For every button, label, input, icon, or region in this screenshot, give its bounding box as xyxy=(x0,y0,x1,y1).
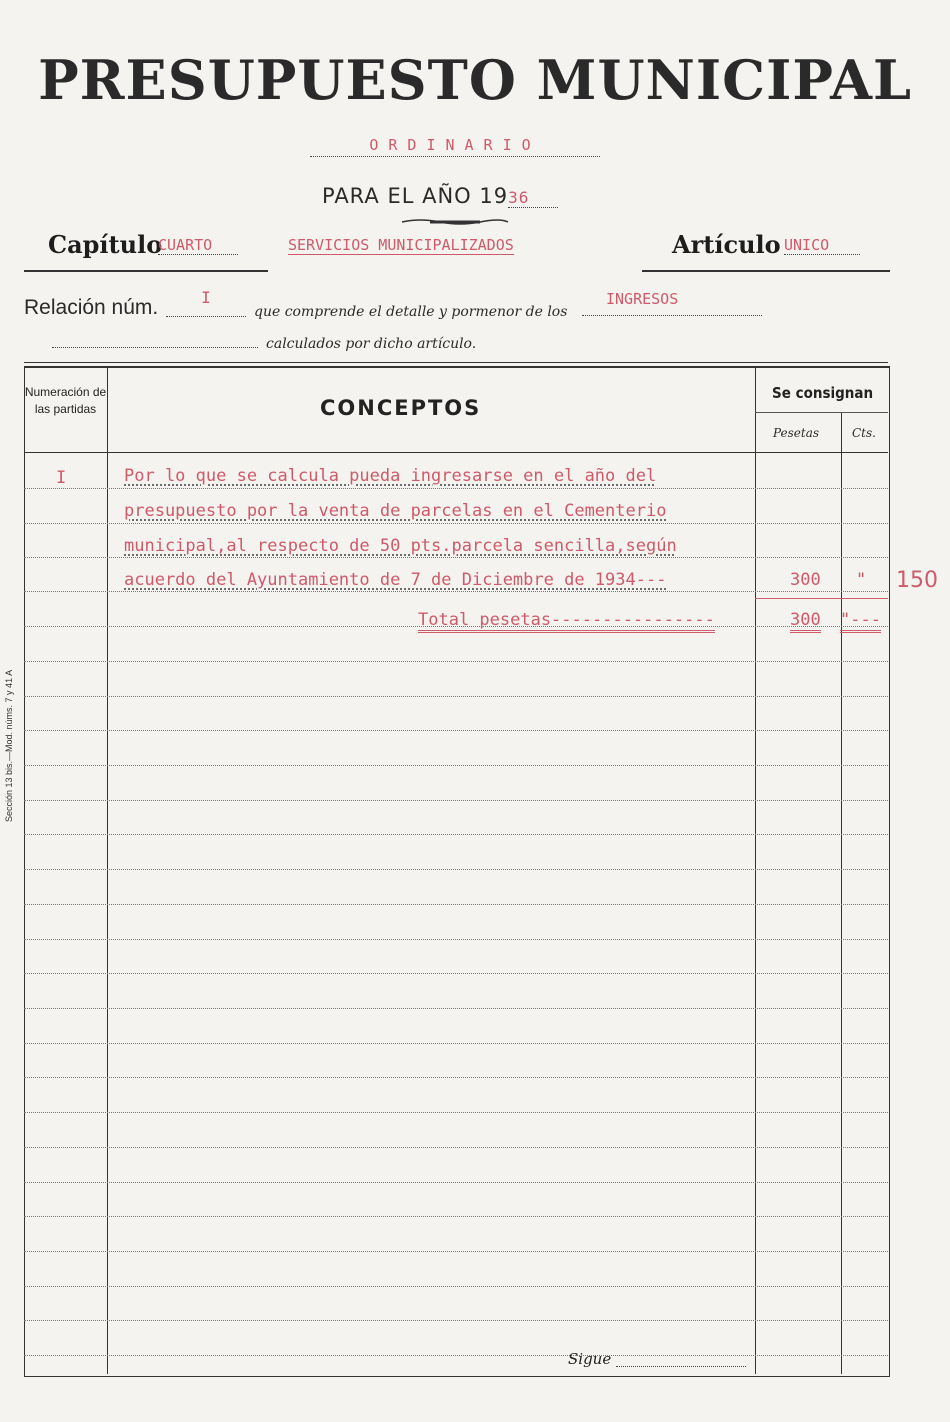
total-pesetas: 300 xyxy=(790,610,821,633)
entry-line: municipal,al respecto de 50 pts.parcela sencilla,según xyxy=(124,536,677,556)
chapter-label: Capítulo xyxy=(48,230,163,259)
year-line xyxy=(322,184,558,208)
sum-rule xyxy=(755,598,888,599)
relation-text-1: que comprende el detalle y pormenor de los xyxy=(254,304,568,320)
col-divider-num xyxy=(107,366,108,1374)
year-label: PARA EL AÑO 19 xyxy=(322,184,509,208)
header-consignan: Se consignan xyxy=(772,384,874,402)
footer-dotted-fill xyxy=(616,1352,746,1367)
relation-label: Relación núm. xyxy=(24,296,159,319)
footer-sigue: Sigue xyxy=(568,1350,612,1368)
entry-line: Por lo que se calcula pueda ingresarse en el año del xyxy=(124,466,657,486)
budget-type: ORDINARIO xyxy=(310,136,600,157)
top-double-rule xyxy=(24,362,888,363)
chapter-rule-left xyxy=(24,270,268,272)
consignan-subrule xyxy=(755,412,888,413)
col-divider-concepts xyxy=(755,366,756,1374)
relation-number: I xyxy=(166,288,246,317)
relation-dotted-fill xyxy=(52,332,258,348)
relation-kind: INGRESOS xyxy=(582,290,762,316)
side-note: Sección 13 bis.—Mod. núms. 7 y 41 A xyxy=(4,669,14,822)
total-cts: "--- xyxy=(840,610,881,633)
entry-number: I xyxy=(56,468,67,488)
flourish-ornament xyxy=(400,218,510,226)
page-title: PRESUPUESTO MUNICIPAL xyxy=(38,48,912,112)
entry-cts: " xyxy=(856,570,867,590)
article-label: Artículo xyxy=(672,230,781,259)
article-value: UNICO xyxy=(784,236,860,255)
header-num: Numeración de las partidas xyxy=(24,385,107,416)
entry-line: acuerdo del Ayuntamiento de 7 de Diciembre de 1934--- xyxy=(124,570,667,590)
chapter-section: SERVICIOS MUNICIPALIZADOS xyxy=(288,236,514,254)
entry-line: presupuesto por la venta de parcelas en el Cementerio xyxy=(124,501,667,521)
header-concepts: CONCEPTOS xyxy=(320,396,482,420)
header-cts: Cts. xyxy=(852,426,876,440)
header-pesetas: Pesetas xyxy=(773,426,820,440)
margin-note: 150 xyxy=(896,568,938,593)
chapter-value: CUARTO xyxy=(158,236,238,255)
entry-pesetas: 300 xyxy=(790,570,821,590)
chapter-rule-right xyxy=(642,270,890,272)
total-label: Total pesetas---------------- xyxy=(418,610,715,633)
header-bottom-rule xyxy=(24,452,888,453)
year-value: 36 xyxy=(508,188,558,208)
relation-text-2: calculados por dicho artículo. xyxy=(266,336,477,352)
